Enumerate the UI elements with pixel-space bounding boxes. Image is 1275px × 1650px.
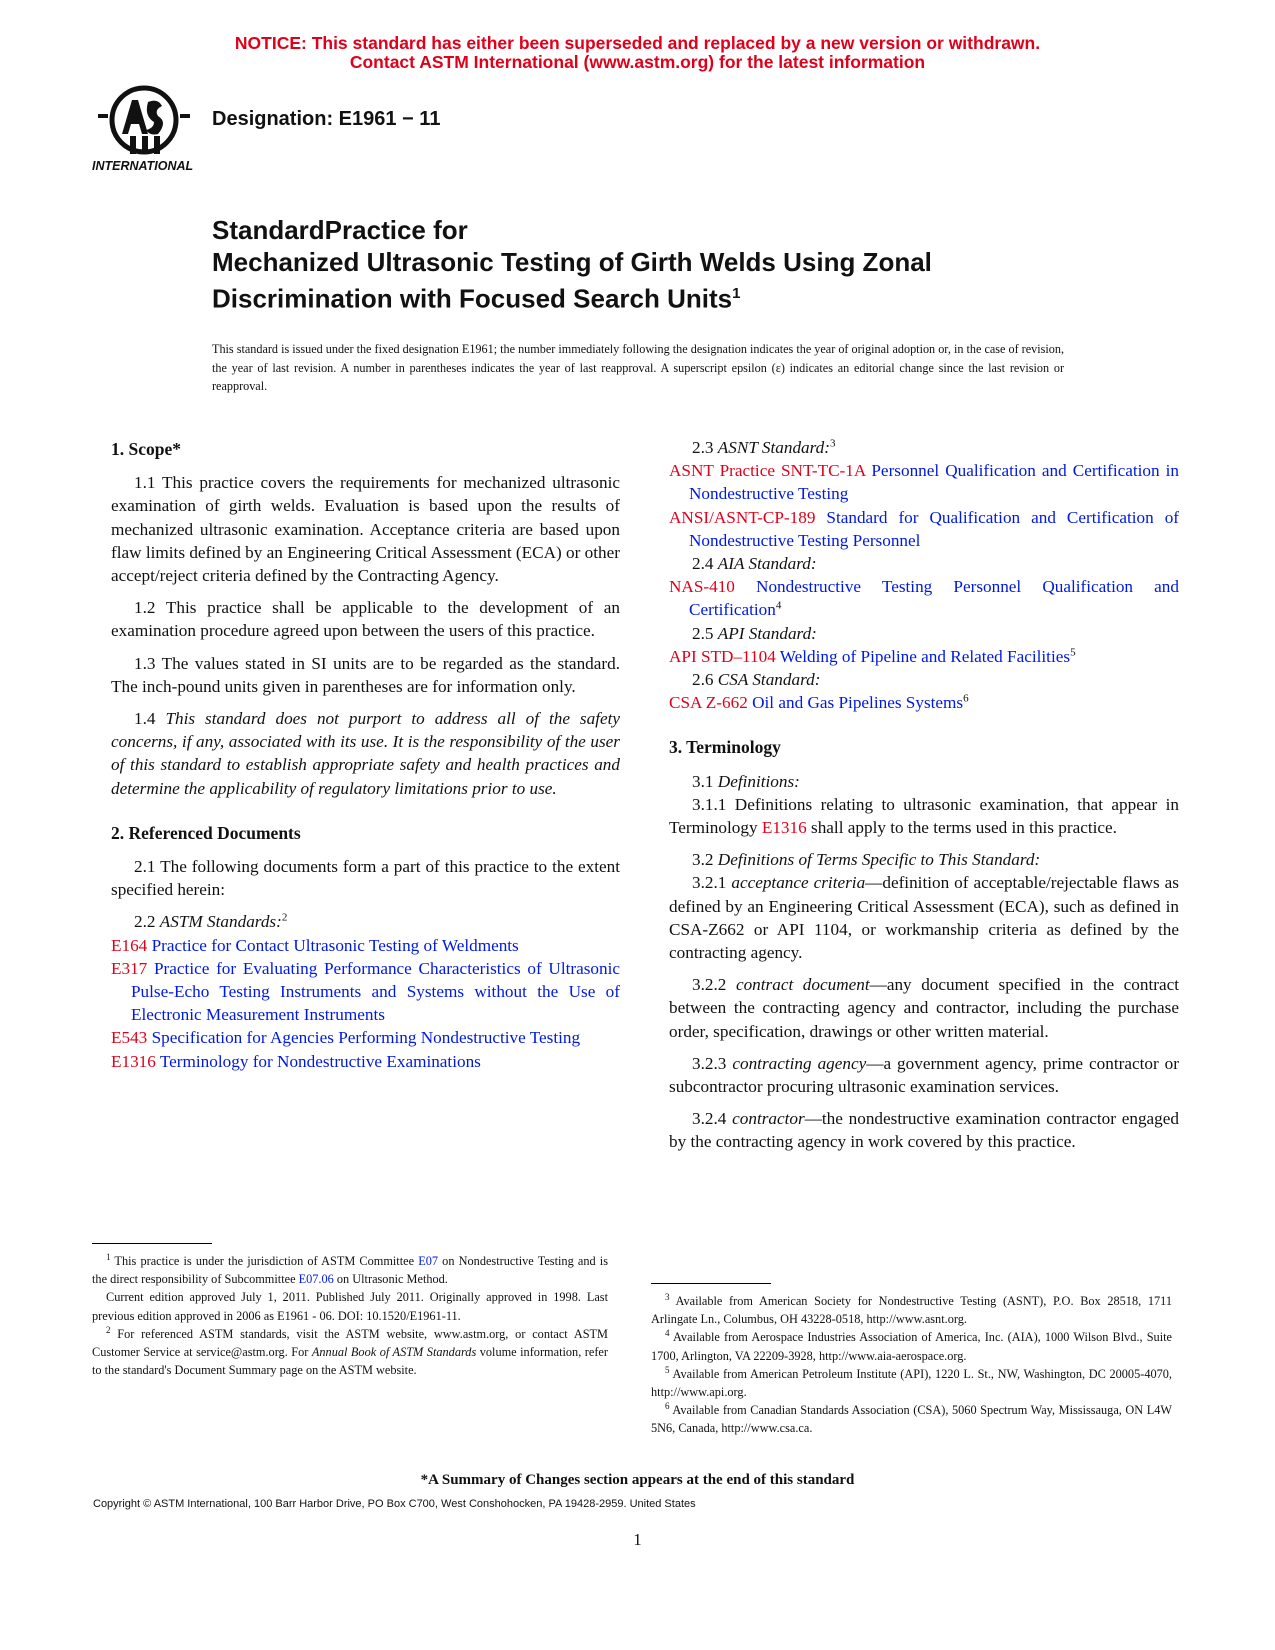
ref-title-link[interactable]: Nondestructive Testing Personnel Qualification and Certification bbox=[689, 577, 1179, 620]
designation: Designation: E1961 − 11 bbox=[212, 108, 441, 130]
document-title bbox=[212, 214, 1112, 315]
terminology-heading: 3. Terminology bbox=[669, 737, 781, 758]
ref-code-link[interactable]: E164 bbox=[111, 935, 148, 955]
ref-title-link[interactable]: Oil and Gas Pipelines Systems bbox=[752, 693, 964, 713]
ref-title-link[interactable]: Practice for Evaluating Performance Characteristics of Ultrasonic Pulse-Echo Testing Instruments and Systems without the Use of Electronic Measurement Instruments bbox=[131, 958, 620, 1025]
summary-of-changes-note: *A Summary of Changes section appears at the end of this standard bbox=[420, 1472, 855, 1488]
ref-title-link[interactable]: Personnel Qualification and Certification in Nondestructive Testing bbox=[689, 461, 1180, 504]
definition-3-2-3: 3.2.3 contracting agency—a government agency, prime contractor or subcontractor procuring ultrasonic examination services. bbox=[669, 1053, 1179, 1097]
issue-note: This standard is issued under the fixed designation E1961; the number immediately following the designation indicates the year of original adoption or, in the case of revision, the year of last revision. A number in parentheses indicates the year of last reapproval. A superscript epsilon (ε) indicates an editorial change since the last revision or reapproval. bbox=[212, 342, 1064, 393]
footnote-1-edition: Current edition approved July 1, 2011. Published July 2011. Originally approved in 1998. Last previous edition approved in 2006 as E1961 - 06. DOI: 10.1520/E1961-11. bbox=[92, 1290, 608, 1323]
footnote-5: $^5$ Available from American Petroleum Institute (API), 1220 L. St., NW, Washington, DC 20005-4070, http://www.api.org. bbox=[651, 1364, 1172, 1400]
footnote-4: $^4$ Available from Aerospace Industries Association of America, Inc. (AIA), 1000 Wilson Blvd., Suite 1700, Arlington, VA 22209-3928, http://www.aia-aerospace.org. bbox=[651, 1328, 1172, 1363]
committee-e07-link[interactable]: E07 bbox=[418, 1254, 439, 1268]
ref-title-link[interactable]: Terminology for Nondestructive Examinations bbox=[159, 1051, 481, 1071]
ref-title-link[interactable]: Standard for Qualification and Certification of Nondestructive Testing Personnel bbox=[689, 507, 1180, 550]
ref-title-link[interactable]: Practice for Contact Ultrasonic Testing of Weldments bbox=[151, 935, 519, 955]
astm-standards-label: 2.2 ASTM Standards:$^2$ bbox=[134, 911, 288, 932]
para-3-1-1: 3.1.1 Definitions relating to ultrasonic examination, that appear in Terminology E1316 shall apply to the terms used in this practice. bbox=[669, 794, 1179, 838]
para-3-2: 3.2 Definitions of Terms Specific to This Standard: bbox=[692, 850, 1041, 870]
notice-line-2: Contact ASTM International (www.astm.org) for the latest information bbox=[349, 52, 926, 72]
para-1-2: 1.2 This practice shall be applicable to the development of an examination procedure agreed upon between the users of this practice. bbox=[111, 598, 620, 641]
subcommittee-e0706-link[interactable]: E07.06 bbox=[298, 1272, 334, 1287]
left-column bbox=[111, 438, 620, 1073]
footnote-1: $^1$ This practice is under the jurisdiction of ASTM Committee E07 on Nondestructive Testing and is the direct responsibility of Subcommittee E07.06 on Ultrasonic Method. bbox=[92, 1251, 608, 1287]
aia-standard-label: 2.4 AIA Standard: bbox=[692, 554, 817, 574]
ref-code-link[interactable]: E1316 bbox=[111, 1051, 156, 1071]
ref-code-link[interactable]: CSA Z-662 bbox=[669, 693, 748, 713]
ref-code-link[interactable]: E543 bbox=[111, 1028, 148, 1048]
ref-title-link[interactable]: Specification for Agencies Performing Nondestructive Testing bbox=[151, 1028, 581, 1048]
ref-item[interactable] bbox=[111, 957, 620, 1027]
ref-item[interactable] bbox=[669, 459, 1179, 505]
ref-item[interactable] bbox=[111, 1050, 620, 1073]
right-column bbox=[669, 436, 1179, 1163]
notice-line-1: NOTICE: This standard has either been superseded and replaced by a new version or withdrawn. bbox=[234, 33, 1041, 53]
e1316-link[interactable]: E1316 bbox=[761, 818, 807, 838]
footnote-3: $^3$ Available from American Society for Nondestructive Testing (ASNT), P.O. Box 28518, 1711 Arlingate Ln., Columbus, OH 43228-0518, http://www.asnt.org. bbox=[651, 1291, 1172, 1327]
footnotes-left bbox=[92, 1252, 608, 1379]
definition-3-2-4: 3.2.4 contractor—the nondestructive examination contractor engaged by the contracting agency in work covered by this practice. bbox=[669, 1109, 1179, 1152]
referenced-documents-heading: 2. Referenced Documents bbox=[111, 822, 301, 843]
asnt-standard-label: 2.3 ASNT Standard:$^3$ bbox=[692, 437, 836, 457]
ref-item[interactable]: NAS-410 Nondestructive Testing Personnel Qualification and Certification$^4$ bbox=[669, 577, 1179, 620]
para-3-1: 3.1 Definitions: bbox=[692, 771, 800, 791]
ref-item[interactable] bbox=[111, 1026, 620, 1049]
footnotes-right bbox=[651, 1292, 1172, 1438]
para-1-3: 1.3 The values stated in SI units are to be regarded as the standard. The inch-pound units given in parentheses are for information only. bbox=[111, 653, 620, 696]
copyright-line: Copyright © ASTM International, 100 Barr Harbor Drive, PO Box C700, West Conshohocken, PA 19428-2959. United States bbox=[93, 1498, 696, 1510]
astm-logo-mark bbox=[98, 88, 190, 154]
logo-international-text: INTERNATIONAL bbox=[92, 159, 194, 173]
definition-3-2-2: 3.2.2 contract document—any document specified in the contract between the contracting agency and contractor, including the purchase order, specification, drawings or other written material. bbox=[669, 975, 1180, 1041]
ref-code-link[interactable]: API STD–1104 bbox=[669, 646, 776, 666]
title-line-2: Mechanized Ultrasonic Testing of Girth Welds Using Zonal bbox=[212, 247, 932, 277]
ref-code-link[interactable]: ASNT Practice SNT-TC-1A bbox=[669, 461, 866, 481]
ref-item[interactable]: API STD–1104 Welding of Pipeline and Related Facilities$^5$ bbox=[669, 646, 1076, 666]
ref-item[interactable] bbox=[669, 506, 1179, 552]
ref-title-link[interactable]: Welding of Pipeline and Related Facilities bbox=[779, 646, 1071, 666]
footnote-2: $^2$ For referenced ASTM standards, visit the ASTM website, www.astm.org, or contact ASTM Customer Service at service@astm.org. For Annual Book of ASTM Standards volume information, refer to the standard's Document Summary page on the ASTM website. bbox=[92, 1324, 608, 1378]
page-number: 1 bbox=[633, 1530, 642, 1549]
astm-logo bbox=[92, 84, 196, 176]
ref-code-link[interactable]: E317 bbox=[111, 958, 148, 978]
para-2-1: 2.1 The following documents form a part of this practice to the extent specified herein: bbox=[111, 857, 620, 900]
title-line-3: Discrimination with Focused Search Units$^1$ bbox=[212, 283, 741, 314]
para-1-4: 1.4 This standard does not purport to address all of the safety concerns, if any, associated with its use. It is the responsibility of the user of this standard to establish appropriate safety and health practices and determine the applicability of regulatory limitations prior to use. bbox=[111, 709, 621, 798]
scope-heading: 1. Scope* bbox=[111, 439, 181, 459]
ref-code-link[interactable]: ANSI/ASNT-CP-189 bbox=[669, 507, 816, 527]
footnote-rule-right bbox=[651, 1283, 771, 1284]
footnote-rule-left bbox=[92, 1243, 212, 1244]
title-footnote-ref[interactable]: 1 bbox=[732, 285, 741, 302]
ref-item[interactable] bbox=[111, 934, 620, 957]
api-standard-label: 2.5 API Standard: bbox=[692, 623, 817, 643]
ref-code-link[interactable]: NAS-410 bbox=[669, 577, 735, 597]
notice-banner bbox=[0, 34, 1275, 72]
definition-3-2-1: 3.2.1 acceptance criteria—definition of acceptable/rejectable flaws as defined by an Engineering Critical Assessment (ECA), such as defined in CSA-Z662 or API 1104, or workmanship criteria as defined by the contracting agency. bbox=[669, 873, 1179, 963]
ref-item[interactable]: CSA Z-662 Oil and Gas Pipelines Systems$^6$ bbox=[669, 692, 969, 713]
csa-standard-label: 2.6 CSA Standard: bbox=[692, 670, 821, 690]
title-line-1: StandardPractice for bbox=[212, 215, 468, 245]
para-1-1: 1.1 This practice covers the requirements for mechanized ultrasonic examination of girth welds. Evaluation is based upon the results of mechanized ultrasonic examination. Acceptance criteria are based upon flaw limits defined by an Engineering Critical Assessment (ECA) or other accept/reject criteria defined by the Contracting Agency. bbox=[111, 473, 620, 586]
footnote-6: $^6$ Available from Canadian Standards Association (CSA), 5060 Spectrum Way, Mississauga, ON L4W 5N6, Canada, http://www.csa.ca. bbox=[651, 1401, 1172, 1436]
